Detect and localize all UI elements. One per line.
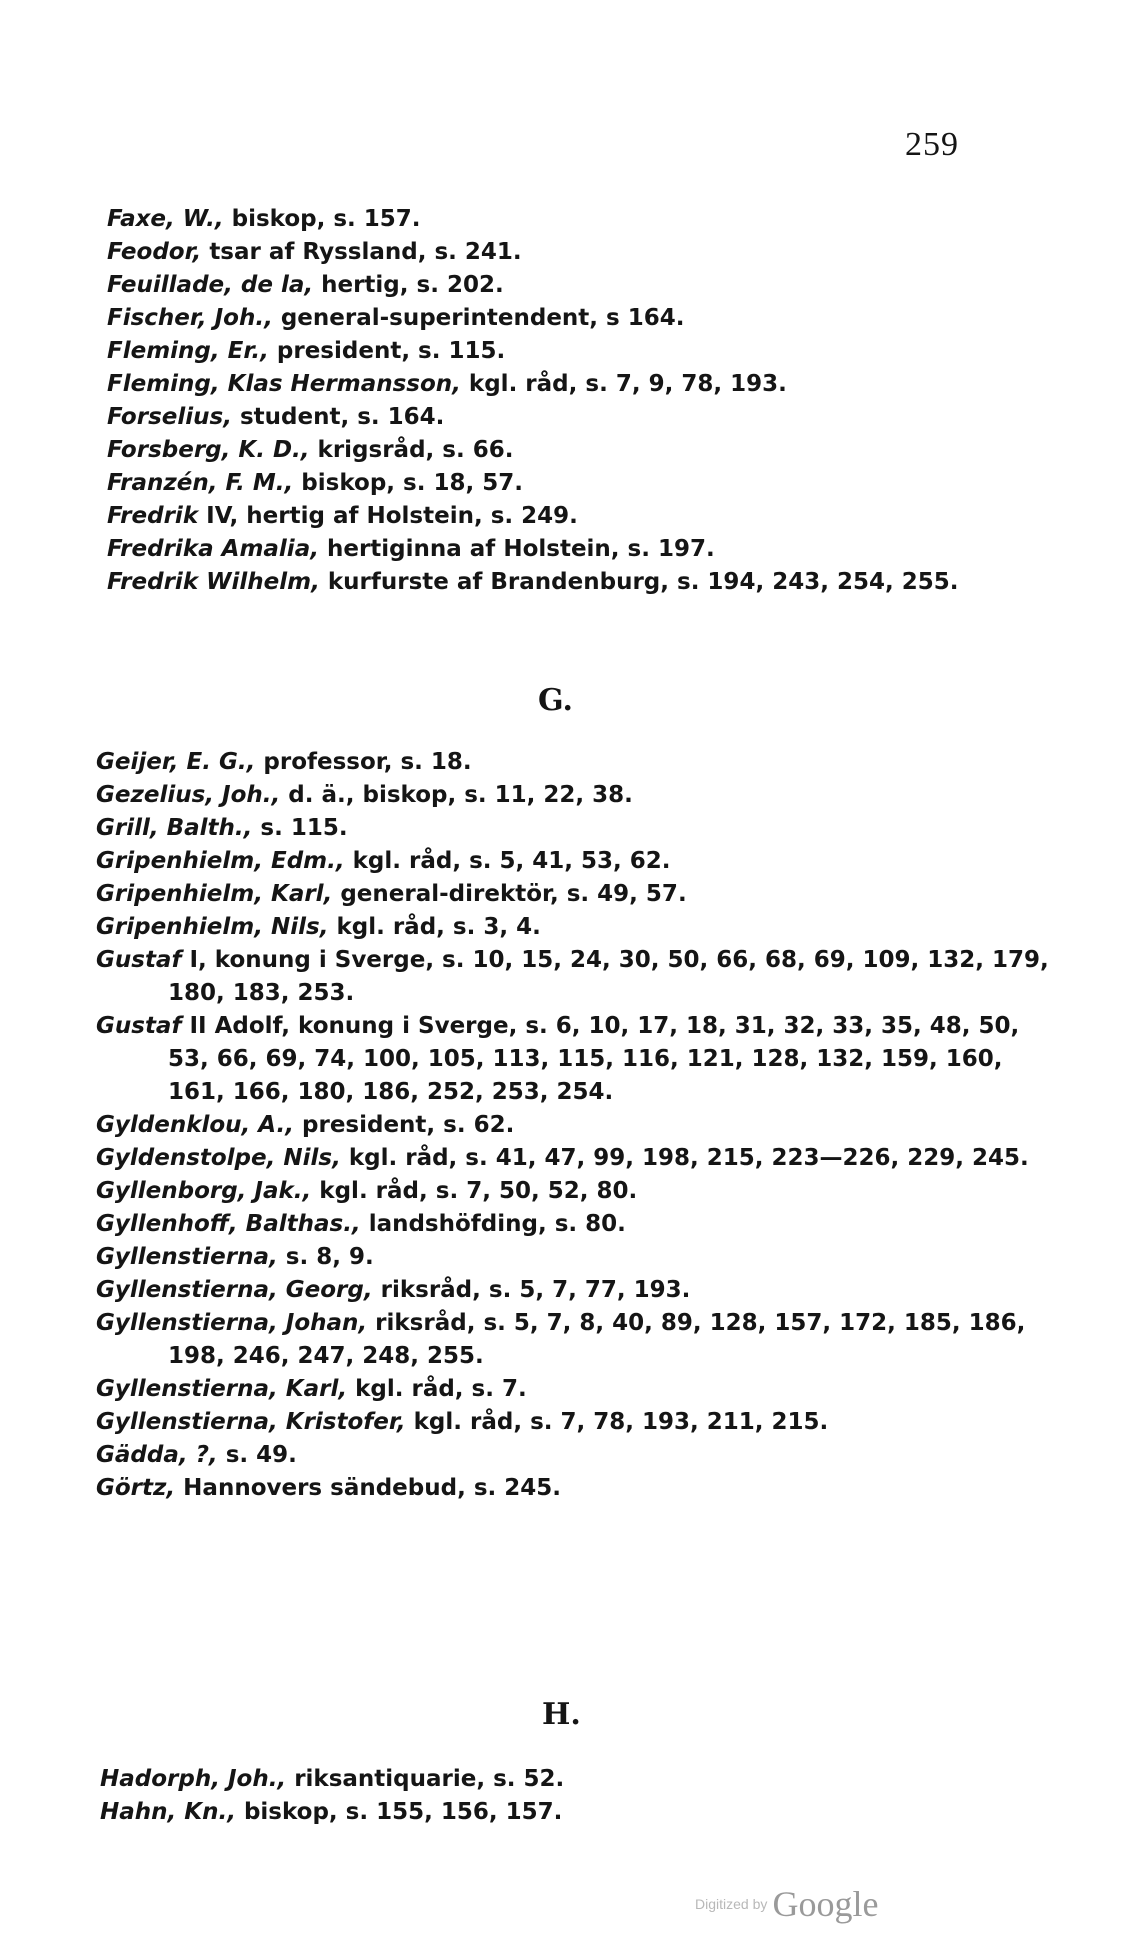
page-number: 259 <box>905 126 959 163</box>
index-entry <box>96 944 1066 1010</box>
entry-details: biskop, s. 155, 156, 157. <box>243 1799 563 1825</box>
index-entry <box>107 500 1067 533</box>
entry-name: Görtz, <box>96 1475 176 1501</box>
entry-details: s. 115. <box>260 815 348 841</box>
entry-name: Fischer, Joh., <box>107 305 273 331</box>
index-entry <box>96 1208 1066 1241</box>
entry-name: Gripenhielm, Nils, <box>96 914 329 940</box>
entry-details: kurfurste af Brandenburg, s. 194, 243, 254, 255. <box>327 569 959 595</box>
index-entry <box>100 1763 1070 1796</box>
index-entry <box>96 746 1066 779</box>
index-entry <box>107 533 1067 566</box>
index-entry <box>96 1274 1066 1307</box>
index-entry <box>107 269 1067 302</box>
entry-details: II Adolf, konung i Sverge, s. 6, 10, 17, 18, 31, 32, 33, 35, 48, 50, 53, 66, 69, 74, 100, 105, 113, 115, 116, 121, 128, 132, 159, 160, 161, 166, 180, 186, 252, 253, 254. <box>168 1013 1020 1105</box>
letter-heading-g: G. <box>538 683 573 718</box>
entry-name: Gyllenstierna, Johan, <box>96 1310 368 1336</box>
entry-name: Gyllenborg, Jak., <box>96 1178 312 1204</box>
entry-details: riksråd, s. 5, 7, 8, 40, 89, 128, 157, 172, 185, 186, 198, 246, 247, 248, 255. <box>168 1310 1026 1369</box>
entry-name: Geijer, E. G., <box>96 749 256 775</box>
entry-details: kgl. råd, s. 3, 4. <box>336 914 541 940</box>
index-entry <box>107 434 1067 467</box>
entry-details: hertig, s. 202. <box>321 272 504 298</box>
entry-name: Gustaf <box>96 1013 182 1039</box>
entry-details: kgl. råd, s. 7, 78, 193, 211, 215. <box>413 1409 829 1435</box>
index-entry <box>107 566 1067 599</box>
watermark-logo-text: Google <box>772 1884 879 1924</box>
index-entry <box>96 1010 1066 1109</box>
entry-name: Feodor, <box>107 239 202 265</box>
entry-details: student, s. 164. <box>239 404 445 430</box>
index-entry <box>96 1142 1066 1175</box>
entry-details: general-superintendent, s 164. <box>280 305 685 331</box>
index-entry <box>96 1472 1066 1505</box>
entry-name: Fredrik <box>107 503 199 529</box>
entry-name: Gustaf <box>96 947 182 973</box>
index-entry <box>107 467 1067 500</box>
entry-details: general-direktör, s. 49, 57. <box>340 881 687 907</box>
entry-details: professor, s. 18. <box>263 749 472 775</box>
index-entry <box>100 1796 1070 1829</box>
watermark-small-text: Digitized by <box>695 1896 768 1912</box>
entry-name: Hadorph, Joh., <box>100 1766 287 1792</box>
index-entry <box>107 302 1067 335</box>
index-entry <box>96 1109 1066 1142</box>
index-entry <box>96 812 1066 845</box>
entry-details: riksantiquarie, s. 52. <box>294 1766 565 1792</box>
entry-name: Gyldenstolpe, Nils, <box>96 1145 341 1171</box>
entry-details: biskop, s. 18, 57. <box>301 470 523 496</box>
entry-details: president, s. 62. <box>302 1112 515 1138</box>
entry-details: kgl. råd, s. 7, 9, 78, 193. <box>468 371 787 397</box>
entry-name: Gripenhielm, Edm., <box>96 848 345 874</box>
index-entry <box>96 779 1066 812</box>
entry-name: Grill, Balth., <box>96 815 253 841</box>
index-entry <box>96 1175 1066 1208</box>
index-entry <box>96 1307 1066 1373</box>
entry-name: Gyllenstierna, Karl, <box>96 1376 348 1402</box>
index-entry <box>107 401 1067 434</box>
entry-name: Gyllenstierna, Kristofer, <box>96 1409 406 1435</box>
letter-heading-h: H. <box>542 1697 581 1732</box>
entry-name: Gyllenstierna, Georg, <box>96 1277 373 1303</box>
index-entry <box>96 1373 1066 1406</box>
entry-details: landshöfding, s. 80. <box>368 1211 626 1237</box>
entry-name: Franzén, F. M., <box>107 470 294 496</box>
entry-details: riksråd, s. 5, 7, 77, 193. <box>380 1277 691 1303</box>
entry-details: Hannovers sändebud, s. 245. <box>183 1475 561 1501</box>
index-entry <box>96 1241 1066 1274</box>
entry-details: hertiginna af Holstein, s. 197. <box>326 536 715 562</box>
entry-details: biskop, s. 157. <box>231 206 421 232</box>
entry-name: Fleming, Er., <box>107 338 269 364</box>
entry-name: Gezelius, Joh., <box>96 782 281 808</box>
entry-name: Gripenhielm, Karl, <box>96 881 333 907</box>
entry-name: Gyldenklou, A., <box>96 1112 294 1138</box>
entry-details: s. 8, 9. <box>285 1244 374 1270</box>
entry-name: Gädda, ?, <box>96 1442 218 1468</box>
index-entry <box>107 368 1067 401</box>
index-entry <box>96 911 1066 944</box>
entry-details: IV, hertig af Holstein, s. 249. <box>206 503 578 529</box>
entry-details: kgl. råd, s. 5, 41, 53, 62. <box>352 848 671 874</box>
index-entry <box>96 878 1066 911</box>
entry-name: Gyllenhoff, Balthas., <box>96 1211 361 1237</box>
entry-name: Hahn, Kn., <box>100 1799 236 1825</box>
entry-name: Forselius, <box>107 404 232 430</box>
entry-details: s. 49. <box>225 1442 297 1468</box>
entry-name: Feuillade, de la, <box>107 272 314 298</box>
entry-details: kgl. råd, s. 41, 47, 99, 198, 215, 223—226, 229, 245. <box>348 1145 1029 1171</box>
index-entry <box>96 1439 1066 1472</box>
entry-name: Fredrika Amalia, <box>107 536 319 562</box>
index-section-f <box>107 203 1067 599</box>
entry-name: Gyllenstierna, <box>96 1244 278 1270</box>
entry-name: Forsberg, K. D., <box>107 437 310 463</box>
index-section-g <box>96 746 1066 1505</box>
entry-name: Fredrik Wilhelm, <box>107 569 320 595</box>
index-section-h <box>100 1763 1070 1829</box>
entry-name: Fleming, Klas Hermansson, <box>107 371 461 397</box>
entry-details: president, s. 115. <box>276 338 506 364</box>
entry-details: I, konung i Sverge, s. 10, 15, 24, 30, 50, 66, 68, 69, 109, 132, 179, 180, 183, 253. <box>168 947 1049 1006</box>
entry-details: kgl. råd, s. 7. <box>355 1376 527 1402</box>
digitized-watermark <box>695 1883 878 1925</box>
entry-details: tsar af Ryssland, s. 241. <box>209 239 522 265</box>
entry-details: kgl. råd, s. 7, 50, 52, 80. <box>319 1178 638 1204</box>
index-entry <box>107 203 1067 236</box>
entry-name: Faxe, W., <box>107 206 224 232</box>
index-entry <box>96 845 1066 878</box>
entry-details: krigsråd, s. 66. <box>317 437 514 463</box>
index-entry <box>107 236 1067 269</box>
index-entry <box>107 335 1067 368</box>
index-entry <box>96 1406 1066 1439</box>
entry-details: d. ä., biskop, s. 11, 22, 38. <box>288 782 633 808</box>
